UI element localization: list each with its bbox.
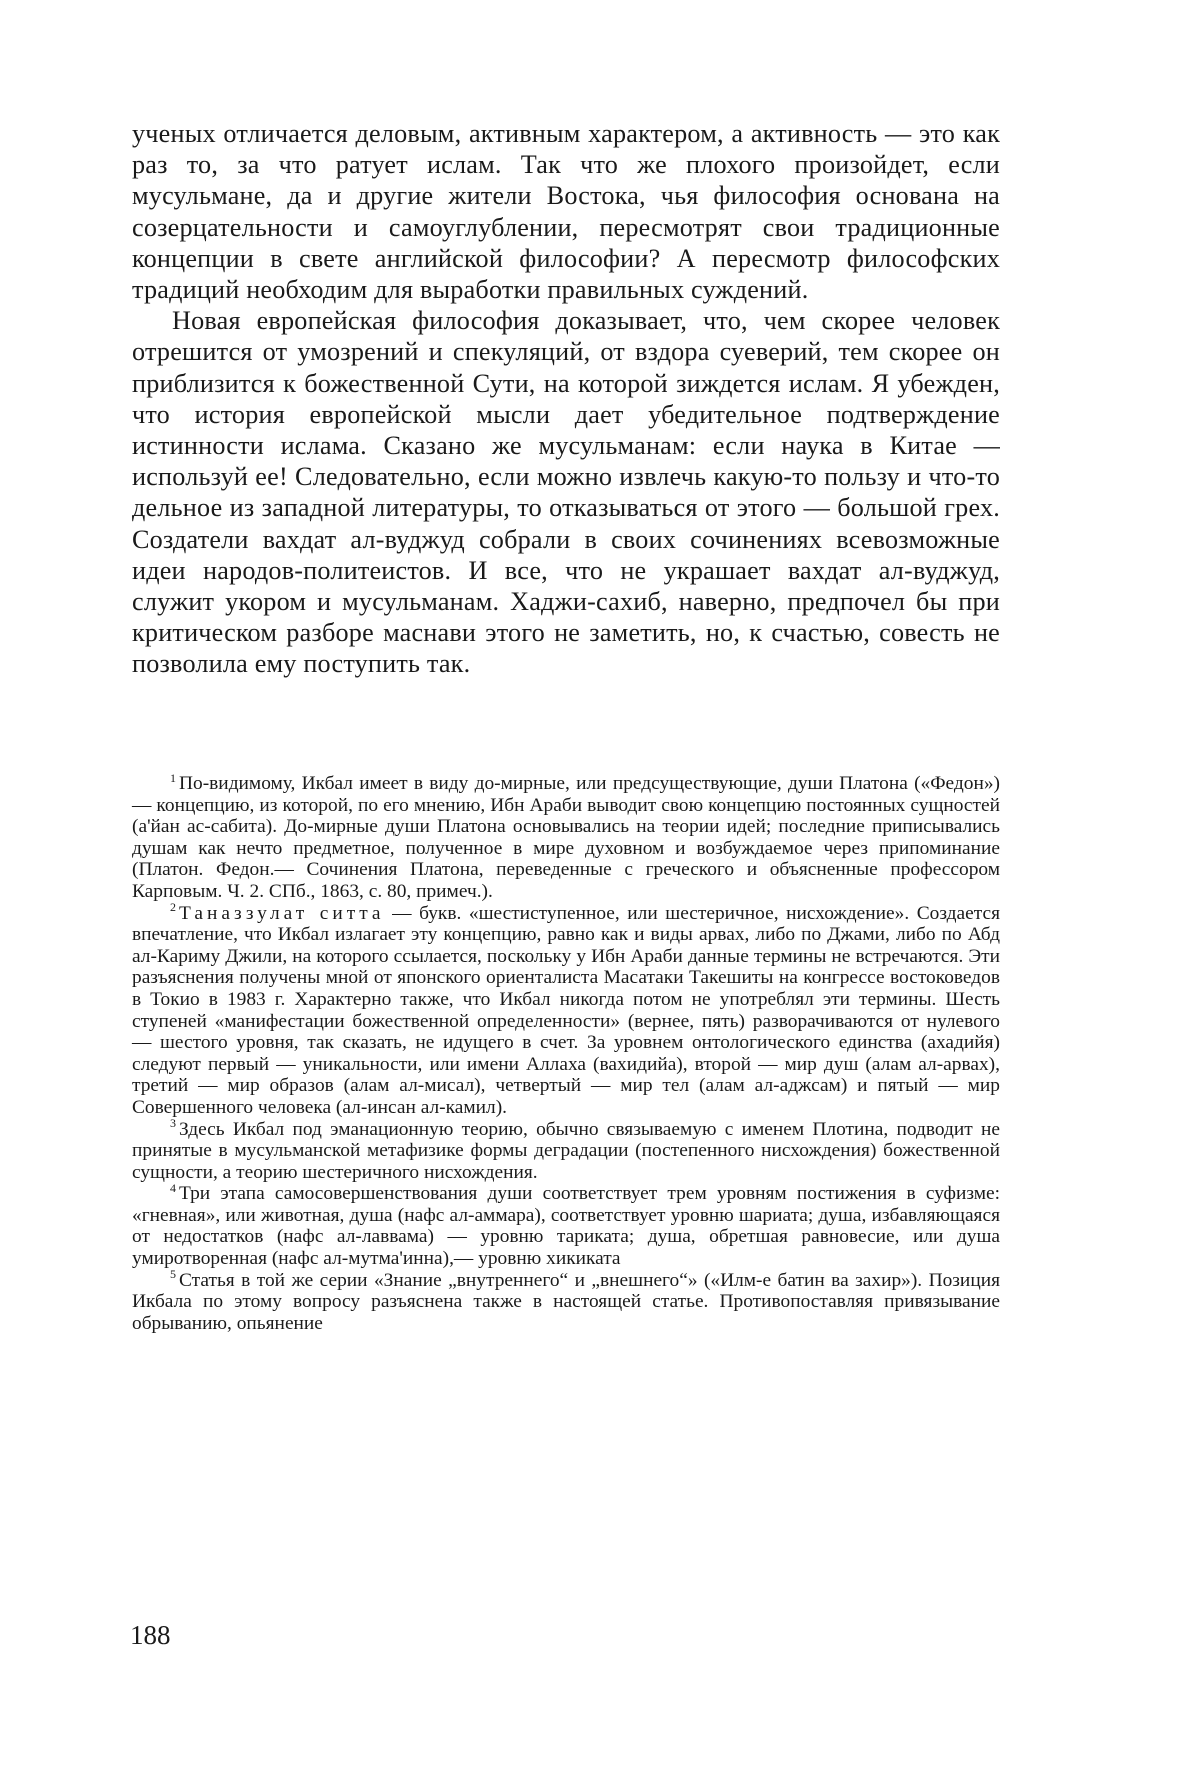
footnote-2: [132, 900, 1000, 1119]
footnote-text: Три этапа самосовершенствования души соответствует трем уровням постижения в суфизме: «гневная», или животная, душа (нафс ал-аммара), соответствует уровню шариата; душа, избавляющаяся от недостатков (нафс ал-лаввама) — уровню тариката; душа, обретшая равновесие, или душа умиротворенная (нафс ал-мутма'инна),— уровню хикиката: [132, 1183, 1000, 1270]
footnote-number: 2: [170, 900, 176, 915]
footnotes: [132, 770, 1000, 1334]
footnote-text: — букв. «шестиступенное, или шестеричное, нисхождение». Создается впечатление, что Икбал излагает эту концепцию, равно как и виды арвах, либо по Джами, либо по Абд ал-Кариму Джили, на которого ссылается, поскольку у Ибн Араби данные термины не встречаются. Эти разъяснения получены мной от японского ориенталиста Масатаки Такешиты на конгрессе востоковедов в Токио в 1983 г. Характерно также, что Икбал никогда потом не употреблял эти термины. Шесть ступеней «манифестации божественной определенности» (вернее, пять) разворачиваются от нулевого — шестого уровня, так сказать, не идущего в счет. За уровнем онтологического единства (ахадийя) следуют первый — уникальности, или имени Аллаха (вахидийа), второй — мир душ (алам ал-арвах), третий — мир образов (алам ал-мисал), четвертый — мир тел (алам ал-аджсам) и пятый — мир Совершенного человека (ал-инсан ал-камил).: [132, 902, 1000, 1118]
footnote-text: Статья в той же серии «Знание „внутреннего“ и „внешнего“» («Илм-е батин ва захир»). Позиция Икбала по этому вопросу разъяснена также в настоящей статье. Противопоставляя привязывание обрыванию, опьянение: [132, 1269, 1000, 1334]
footnote-number: 3: [170, 1116, 176, 1131]
footnote-term: Таназзулат ситта: [179, 902, 385, 924]
page-number: 188: [130, 1620, 171, 1650]
footnote-3: [132, 1116, 1000, 1184]
footnote-number: 5: [170, 1267, 176, 1282]
main-paragraph-2: Новая европейская философия доказывает, что, чем скорее человек отрешится от умозрений и спекуляций, от вздора суеверий, тем скорее он приблизится к божественной Сути, на которой зиждется ислам. Я убежден, что история европейской мысли дает убедительное подтверждение истинности ислама. Сказано же мусульманам: если наука в Китае — используй ее! Следовательно, если можно извлечь какую-то пользу и что-то дельное из западной литературы, то отказываться от этого — большой грех. Создатели вахдат ал-вуджуд собрали в своих сочинениях всевозможные идеи народов-политеистов. И все, что не украшает вахдат ал-вуджуд, служит укором и мусульманам. Хаджи-сахиб, наверно, предпочел бы при критическом разборе маснави этого не заметить, но, к счастью, совесть не позволила ему поступить так.: [132, 306, 1000, 679]
footnote-text: По-видимому, Икбал имеет в виду до-мирные, или предсуществующие, души Платона («Федон») — концепцию, из которой, по его мнению, Ибн Араби выводит свою концепцию постоянных сущностей (а'йан ас-сабита). До-мирные души Платона основывались на теории идей; последние приписывались душам как нечто предметное, полученное в мире духовном и возбуждаемое через припоминание (Платон. Федон.— Сочинения Платона, переведенные с греческого и объясненные профессором Карповым. Ч. 2. СПб., 1863, с. 80, примеч.).: [132, 773, 1000, 902]
footnote-5: [132, 1267, 1000, 1335]
footnote-4: [132, 1180, 1000, 1270]
footnote-number: 1: [170, 770, 176, 785]
main-text: [132, 118, 1000, 680]
footnote-1: [132, 770, 1000, 903]
footnote-text: Здесь Икбал под эманационную теорию, обычно связываемую с именем Плотина, подводит не принятые в мусульманской метафизике формы деградации (постепенного нисхождения) божественной сущности, а теорию шестеричного нисхождения.: [132, 1118, 1000, 1183]
footnote-number: 4: [170, 1180, 176, 1195]
main-paragraph-1: ученых отличается деловым, активным характером, а активность — это как раз то, за что ратует ислам. Так что же плохого произойдет, если мусульмане, да и другие жители Востока, чья философия основана на созерцательности и самоуглублении, пересмотрят свои традиционные концепции в свете английской философии? А пересмотр философских традиций необходим для выработки правильных суждений.: [132, 119, 1000, 305]
